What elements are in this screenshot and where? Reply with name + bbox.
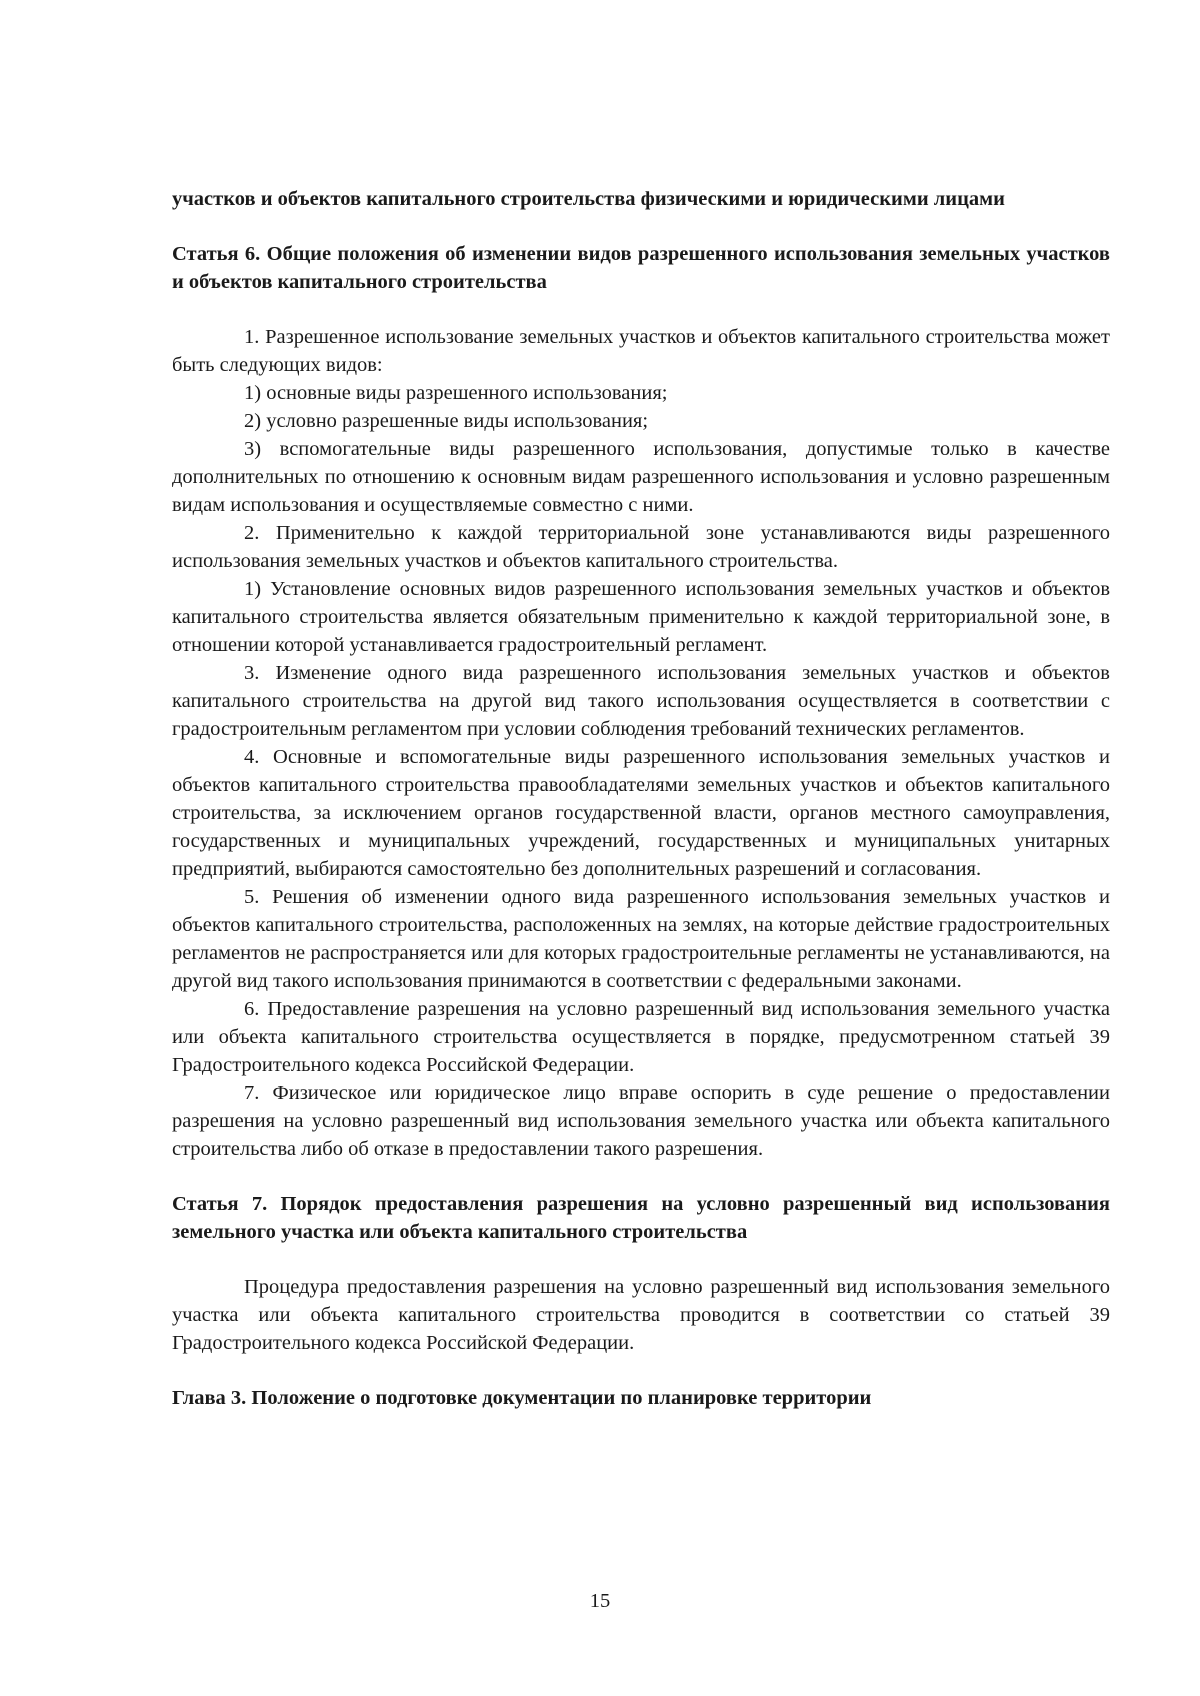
paragraph-gap (172, 1357, 1110, 1384)
paragraph: 1. Разрешенное использование земельных участков и объектов капитального строительства может быть следующих видов: (172, 326, 1110, 376)
paragraph: 2. Применительно к каждой территориальной зоне устанавливаются виды разрешенного использования земельных участков и объектов капитального строительства. (172, 522, 1110, 572)
paragraph-gap (172, 213, 1110, 240)
paragraph-gap (172, 296, 1110, 323)
paragraph: 7. Физическое или юридическое лицо вправе оспорить в суде решение о предоставлении разрешения на условно разрешенный вид использования земельного участка или объекта капитального строительства либо об отказе в предоставлении такого разрешения. (172, 1082, 1110, 1160)
paragraph: 2) условно разрешенные виды использования; (244, 410, 649, 432)
paragraph: 1) основные виды разрешенного использования; (244, 382, 668, 404)
section-heading: Статья 7. Порядок предоставления разрешения на условно разрешенный вид использования земельного участка или объекта капитального строительства (172, 1193, 1110, 1243)
document-body (172, 185, 1110, 1412)
paragraph: Процедура предоставления разрешения на условно разрешенный вид использования земельного участка или объекта капитального строительства проводится в соответствии со статьей 39 Градостроительного кодекса Российской Федерации. (172, 1276, 1110, 1354)
section-heading: Статья 6. Общие положения об изменении видов разрешенного использования земельных участков и объектов капитального строительства (172, 243, 1110, 293)
page-number: 15 (589, 1590, 611, 1612)
paragraph: 6. Предоставление разрешения на условно разрешенный вид использования земельного участка или объекта капитального строительства осуществляется в порядке, предусмотренном статьей 39 Градостроительного кодекса Российской Федерации. (172, 998, 1110, 1076)
paragraph-gap (172, 1246, 1110, 1273)
paragraph: 1) Установление основных видов разрешенного использования земельных участков и объектов капитального строительства является обязательным применительно к каждой территориальной зоне, в отношении которой устанавливается градостроительный регламент. (172, 578, 1110, 656)
section-heading: Глава 3. Положение о подготовке документации по планировке территории (172, 1387, 872, 1409)
paragraph: 4. Основные и вспомогательные виды разрешенного использования земельных участков и объектов капитального строительства правообладателями земельных участков и объектов капитального строительства, за исключением органов государственной власти, органов местного самоуправления, государственных и муниципальных учреждений, государственных и муниципальных унитарных предприятий, выбираются самостоятельно без дополнительных разрешений и согласования. (172, 746, 1110, 880)
paragraph-gap (172, 1163, 1110, 1190)
section-heading: участков и объектов капитального строительства физическими и юридическими лицами (172, 188, 1005, 210)
paragraph: 5. Решения об изменении одного вида разрешенного использования земельных участков и объектов капитального строительства, расположенных на землях, на которые действие градостроительных регламентов не распространяется или для которых градостроительные регламенты не устанавливаются, на другой вид такого использования принимаются в соответствии с федеральными законами. (172, 886, 1110, 992)
paragraph: 3. Изменение одного вида разрешенного использования земельных участков и объектов капитального строительства на другой вид такого использования осуществляется в соответствии с градостроительным регламентом при условии соблюдения требований технических регламентов. (172, 662, 1110, 740)
paragraph: 3) вспомогательные виды разрешенного использования, допустимые только в качестве дополнительных по отношению к основным видам разрешенного использования и условно разрешенным видам использования и осуществляемые совместно с ними. (172, 438, 1110, 516)
